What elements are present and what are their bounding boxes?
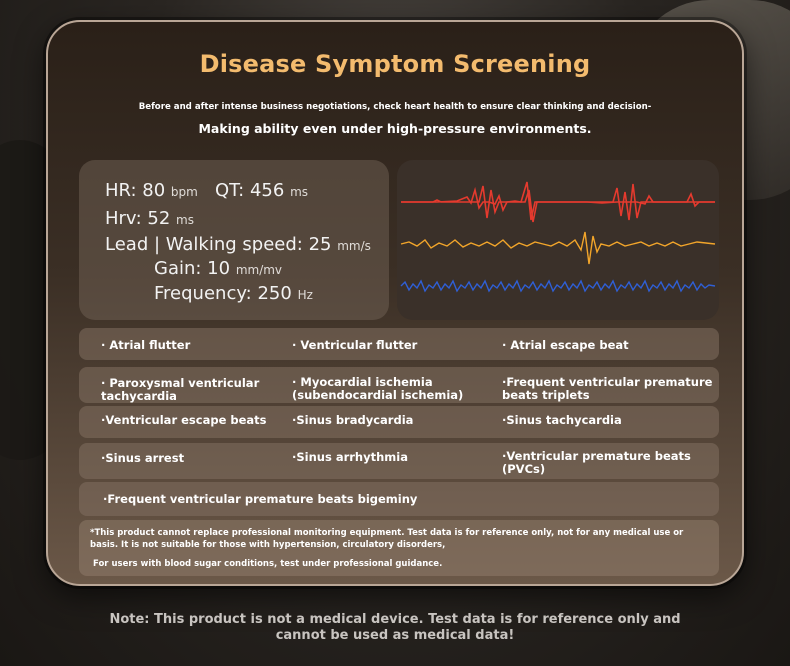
qt-value: QT: 456 <box>215 180 285 201</box>
subtitle-line-2: Making ability even under high-pressure environments. <box>198 121 592 136</box>
screening-panel <box>46 20 744 586</box>
condition-paroxysmal-vt-line-2: tachycardia <box>101 389 177 403</box>
hrv-value: Hrv: 52 <box>105 208 171 229</box>
frequency-unit: Hz <box>297 288 313 302</box>
page-title: Disease Symptom Screening <box>199 50 591 78</box>
condition-myocardial-ischemia <box>292 376 463 402</box>
condition-sinus-arrest: ·Sinus arrest <box>101 451 185 465</box>
condition-pvcs-line-1: ·Ventricular premature beats <box>502 449 691 463</box>
condition-frequent-vpb-triplets-line-2: beats triplets <box>502 388 590 402</box>
hrv-unit: ms <box>176 213 194 227</box>
gain-metric <box>154 258 282 279</box>
hr-value: HR: 80 <box>105 180 166 201</box>
medical-note: Note: This product is not a medical device. Test data is for reference only and cannot be used as medical data! <box>109 612 681 643</box>
hr-unit: bpm <box>170 185 198 199</box>
condition-ventricular-escape-beats: ·Ventricular escape beats <box>101 413 267 427</box>
hrv-metric <box>105 208 194 229</box>
qt-unit: ms <box>290 185 309 199</box>
ecg-waveform-graphic <box>397 160 719 320</box>
lead-speed-value: Lead | Walking speed: 25 <box>105 234 332 255</box>
condition-atrial-escape-beat: · Atrial escape beat <box>502 338 629 352</box>
hr-metric <box>105 180 198 201</box>
qt-metric <box>215 180 308 201</box>
condition-frequent-vpb-triplets-line-1: ·Frequent ventricular premature <box>502 375 713 389</box>
ecg-wave-yellow <box>401 232 715 264</box>
condition-ventricular-flutter: · Ventricular flutter <box>292 338 418 352</box>
condition-paroxysmal-vt <box>101 377 259 403</box>
ecg-wave-blue <box>401 281 715 291</box>
subtitle-line-1: Before and after intense business negotiations, check heart health to ensure clear thinking and decision- <box>138 102 652 112</box>
ecg-waveform-panel <box>397 160 719 320</box>
condition-atrial-flutter: · Atrial flutter <box>101 338 191 352</box>
gain-value: Gain: 10 <box>154 258 231 279</box>
disclaimer-guidance: For users with blood sugar conditions, test under professional guidance. <box>93 559 443 569</box>
condition-sinus-bradycardia: ·Sinus bradycardia <box>292 413 414 427</box>
condition-paroxysmal-vt-line-1: · Paroxysmal ventricular <box>101 376 260 390</box>
ecg-wave-red-spikes <box>401 184 715 222</box>
frequency-value: Frequency: 250 <box>154 283 292 304</box>
metrics-card <box>79 160 389 320</box>
ecg-wave-red <box>401 182 715 220</box>
condition-myocardial-ischemia-line-1: · Myocardial ischemia <box>292 375 433 389</box>
condition-sinus-tachycardia: ·Sinus tachycardia <box>502 413 622 427</box>
condition-pvcs <box>502 450 691 476</box>
condition-frequent-vpb-triplets <box>502 376 712 402</box>
condition-sinus-arrhythmia: ·Sinus arrhythmia <box>292 450 408 464</box>
condition-frequent-vpb-bigeminy: ·Frequent ventricular premature beats bigeminy <box>103 492 418 506</box>
condition-myocardial-ischemia-line-2: (subendocardial ischemia) <box>292 388 464 402</box>
gain-unit: mm/mv <box>235 263 283 277</box>
lead-speed-unit: mm/s <box>337 239 371 253</box>
lead-speed-metric <box>105 234 371 255</box>
frequency-metric <box>154 283 313 304</box>
condition-pvcs-line-2: (PVCs) <box>502 462 546 476</box>
disclaimer-text: *This product cannot replace professional monitoring equipment. Test data is for reference only, not for any medical use or basis. It is not suitable for those with hypertension, circulatory disorders, <box>90 528 684 550</box>
